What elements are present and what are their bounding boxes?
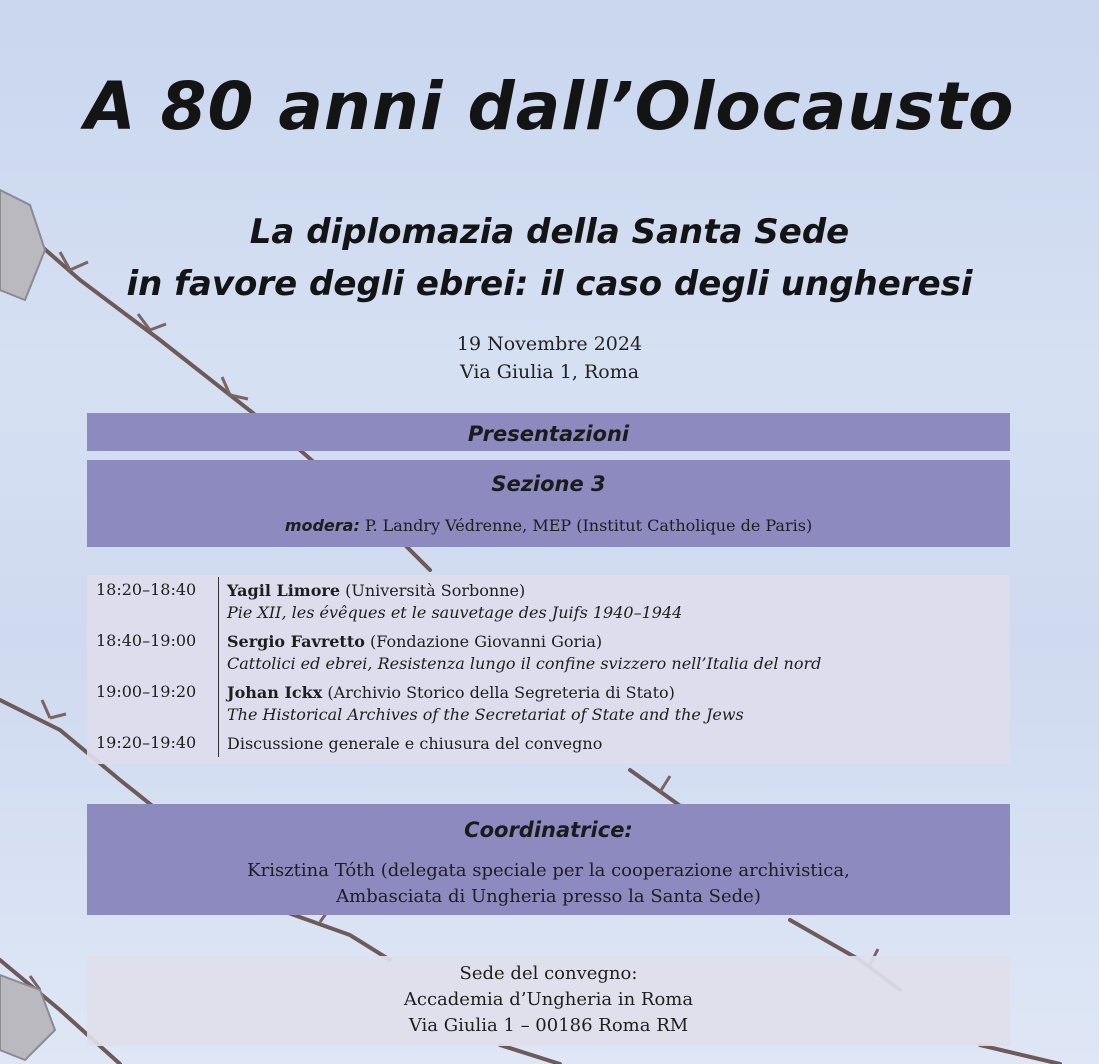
section-band bbox=[87, 460, 1010, 547]
talk-title: The Historical Archives of the Secretariat of State and the Jews bbox=[227, 705, 744, 724]
presentations-heading: Presentazioni bbox=[467, 422, 630, 446]
presentations-band bbox=[87, 413, 1010, 451]
schedule-time: 18:20–18:40 bbox=[96, 580, 197, 599]
event-address: Via Giulia 1, Roma bbox=[459, 361, 640, 383]
venue-address: Via Giulia 1 – 00186 Roma RM bbox=[408, 1015, 689, 1036]
speaker-affiliation: (Fondazione Giovanni Goria) bbox=[369, 632, 603, 651]
schedule-entry bbox=[227, 631, 821, 675]
speaker-affiliation: (Università Sorbonne) bbox=[345, 581, 526, 600]
subtitle bbox=[0, 206, 1099, 310]
schedule-row bbox=[87, 677, 1010, 727]
subtitle-line-2: in favore degli ebrei: il caso degli ungheresi bbox=[126, 264, 973, 304]
schedule-row bbox=[87, 728, 1010, 758]
talk-title: Cattolici ed ebrei, Resistenza lungo il confine svizzero nell’Italia del nord bbox=[227, 654, 822, 673]
speaker-affiliation: (Archivio Storico della Segreteria di Stato) bbox=[327, 683, 675, 702]
schedule-time: 19:20–19:40 bbox=[96, 733, 197, 752]
schedule-time: 18:40–19:00 bbox=[96, 631, 197, 650]
schedule-row bbox=[87, 626, 1010, 676]
schedule-table bbox=[87, 575, 1010, 764]
schedule-entry bbox=[227, 682, 744, 726]
schedule-row bbox=[87, 575, 1010, 625]
subtitle-line-1: La diplomazia della Santa Sede bbox=[249, 212, 850, 252]
moderator-line bbox=[87, 516, 1010, 535]
schedule-entry: Discussione generale e chiusura del convegno bbox=[227, 734, 603, 753]
speaker-name: Sergio Favretto bbox=[227, 632, 365, 651]
section-title: Sezione 3 bbox=[491, 472, 606, 496]
coordinator-band bbox=[87, 804, 1010, 915]
talk-title: Pie XII, les évêques et le sauvetage des Juifs 1940–1944 bbox=[227, 603, 683, 622]
coordinator-heading: Coordinatrice: bbox=[464, 818, 633, 842]
speaker-name: Johan Ickx bbox=[227, 683, 323, 702]
moderator-name: P. Landry Védrenne, MEP (Institut Catholique de Paris) bbox=[364, 516, 813, 535]
coordinator-line-2: Ambasciata di Ungheria presso la Santa Sede) bbox=[336, 886, 761, 907]
coordinator-details bbox=[87, 858, 1010, 910]
page-title: A 80 anni dall’Olocausto bbox=[84, 68, 1015, 145]
coordinator-line-1: Krisztina Tóth (delegata speciale per la cooperazione archivistica, bbox=[247, 860, 850, 881]
event-info bbox=[0, 330, 1099, 386]
schedule-entry bbox=[227, 580, 682, 624]
venue-label: Sede del convegno: bbox=[459, 963, 638, 984]
moderator-label: modera: bbox=[284, 516, 360, 535]
schedule-time: 19:00–19:20 bbox=[96, 682, 197, 701]
speaker-name: Yagil Limore bbox=[227, 581, 340, 600]
venue-box bbox=[87, 956, 1010, 1046]
event-date: 19 Novembre 2024 bbox=[456, 333, 643, 355]
venue-name: Accademia d’Ungheria in Roma bbox=[403, 989, 694, 1010]
